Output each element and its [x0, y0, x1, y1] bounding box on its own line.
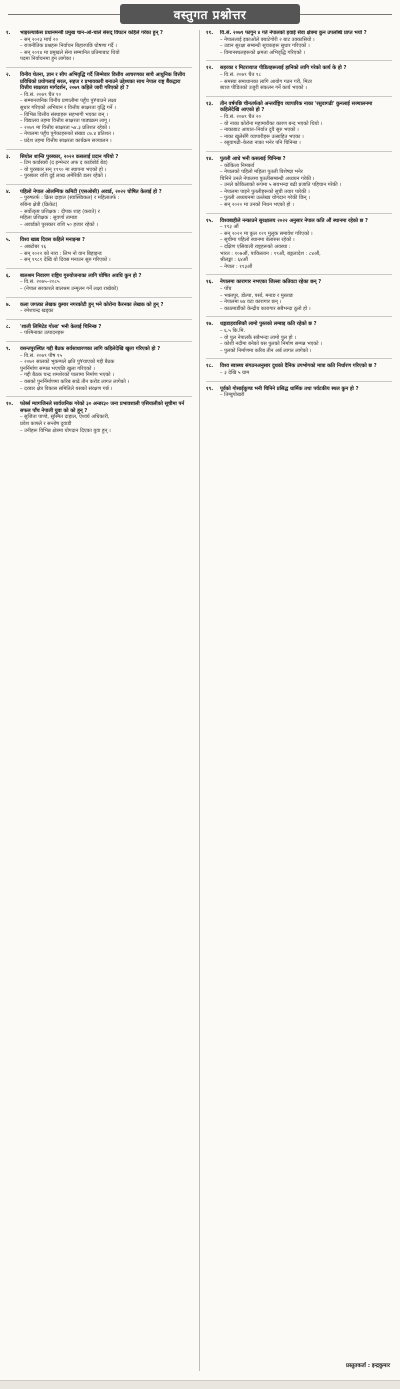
question-text: वसन्तपुरस्थित गद्दी बैठक सर्वसाधारणका लागि कहिलेदेखि खुला गरिएको हो ? [20, 345, 161, 352]
answer-line: सुधार गरिएको अभियान र वित्तीय साक्षरता वृद्धि गर्ने । [20, 104, 116, 111]
answer-line: – सन् २०२२ मा कुल १२१ मुलुक समावेश गरिएको । [220, 230, 313, 237]
question-text: सहरका र मिटरव्याज पीडितहरूलाई हानिको लागि गरेको कार्य के हो ? [220, 65, 347, 72]
answer-line: – सम्मानजनिक विनीय प्रणालीमा पहुँच पु¥याउने लक्ष्य [20, 98, 117, 105]
answer-line: – उनले कोकिलाको रूपमा ५ सयभन्दा बढी प्रजाति पहिचान गरेकी । [220, 182, 342, 189]
item-separator [206, 151, 392, 152]
question [6, 72, 192, 92]
answer [206, 286, 392, 312]
question [206, 279, 392, 286]
answer-line: – उनीहरू विभिन्न क्षेत्रमा योगदान दिएका युवा हुन् । [20, 427, 111, 434]
answer-line: – काठमाडौंको केन्द्रीय कारागार सबैभन्दा ठूलो हो । [220, 305, 311, 312]
answer-line: – ६.५ कि.मि. [220, 327, 246, 334]
question-number: १५. [206, 217, 214, 224]
qa-item [6, 189, 192, 229]
answer [6, 37, 192, 63]
qa-item [6, 72, 192, 145]
question-number: १. [6, 30, 11, 36]
answer-line: – पश्मिनाका उत्पादनहरू [20, 330, 65, 337]
question-text: भाइरल्याकेस प्रधानमन्त्री प्रमुख चान-ओ-चाले संसद् विघटन कहिले गरेका हुन् ? [20, 30, 163, 36]
question-text: विनीय चेतना, ज्ञान र सीप अभिवृद्धि गर्दै जिम्मेवार वित्तीय आचरणका साथै आधुनिक वित्तीय प्रविधिको प्रयोगलाई सरल, सहज र प्रभावकारी बनाउने उद्देश्यका साथ नेपाल राष्ट्र बैंकद्वारा वित्तीय साक्षरता मार्गदर्शन, २०७९ कहिले जारी गरिएको हो ? [20, 71, 186, 92]
answer-line: – सन् २०२३ मार्च २० [20, 36, 59, 43]
question [206, 30, 392, 37]
answer-line: – नेपालमा पहुँच पुगेकाहरूको संख्या ८७.४ प्रतिशत । [20, 131, 115, 138]
answer-line: – वि.सं. २०७९ चैत १० [20, 91, 62, 98]
answer-line: – पुरस्कार राशि दुई लाख अमेरिकी डलर रहेको । [20, 173, 107, 180]
qa-item [206, 30, 392, 56]
question-text: कला जगत्का लेखक कुमार नगरकोटी हुन् भने कोरोना कैरनका लेखक को हुन् ? [20, 301, 164, 308]
credit-line: प्रस्तुतकर्ता : इन्द्रकुमार [346, 1363, 390, 1369]
answer [6, 244, 192, 264]
answer-line: – राजनीतिक प्रश्नहरू निर्वाचन बिहारपछि घोषणा गर्दै । [20, 43, 117, 50]
item-separator [206, 316, 392, 317]
item-separator [6, 149, 192, 150]
qa-item [6, 154, 192, 180]
answer [6, 195, 192, 228]
item-separator [6, 232, 192, 233]
question [6, 346, 192, 353]
answer-line: श्रीलङ्का : ६४औं [220, 257, 248, 264]
answer-line: – २०७९ मा वित्तीय साक्षरता ५४.३ प्रतिशत रहेको । [20, 124, 111, 131]
answer-line: – नेपाल : ११३औं [220, 263, 253, 270]
question-number: ९. [6, 345, 11, 352]
answer [206, 37, 392, 57]
question-text: 'शाली लिमिटेड गोल्ड' भनी केलाई चिनिन्छ ? [20, 323, 102, 330]
qa-item [6, 346, 192, 392]
question-text: विश्व खाद्य दिवस कहिले मनाइन्छ ? [20, 237, 85, 244]
answer-line: – नेपालको पहिलो महिला पुतली विशेषज्ञ भनेर [220, 169, 303, 176]
question-text: धङ्गडाहवासिकौ लामो पुस्तको लम्बाइ कति रहेको छ ? [220, 321, 317, 328]
question [206, 363, 392, 370]
answer [6, 414, 192, 434]
question-number: २. [6, 71, 11, 78]
question-text: बालश्रम निवारण राष्ट्रिय गुरुयोजनाका लागि घोषित अवधि कुन हो ? [20, 272, 142, 279]
question-text: पूर्वको गोसाईकुण्ड भनी चिनिने प्रसिद्ध धार्मिक तथा पर्यटकीय स्थल कुन हो ? [220, 385, 359, 392]
qa-item [6, 302, 192, 315]
item-separator [206, 213, 392, 214]
answer-line: – टिम कार्डस्क्वे (द इन्भेन्टर अफ द कार्डबोर्ड बेड) [20, 160, 108, 167]
answer-line: पुनर्निर्माण सम्पन्न भएपछि खुला गरिएको । [20, 365, 95, 372]
question-number: ४. [6, 188, 11, 195]
question-text: पुतली आधे भनी कसलाई चिनिन्छ ? [220, 155, 286, 162]
item-separator [6, 67, 192, 68]
answer-line: – पाँच [220, 286, 232, 292]
item-separator [6, 319, 192, 320]
answer-line: चिनिने उनले नेपालमा पुतलीसम्बन्धी अध्ययन गरेकी । [220, 175, 315, 182]
answer [6, 279, 192, 292]
question-text: विश्वबाहीले नन्काउने सुरक्षालय २०२२ अनुसार नेपाल कति औं स्थानमा रहेको छ ? [220, 217, 368, 224]
question-number: १६. [206, 279, 214, 286]
item-separator [6, 297, 192, 298]
question-text: पहिलो नेपाल ओलम्पिक कमिटी (एसओसी) अवार्ड, २०२२ घोषित केलाई हो ? [20, 188, 162, 195]
answer-line: – विभिन्न वित्तीय संस्थाहरू सहभागी भएका छन् । [20, 111, 108, 118]
answer [206, 370, 392, 377]
answer-line: – विद्यालय तहमा वित्तीय साक्षरता पाठ्यक्रम लागू । [20, 118, 111, 125]
answer-line: – भक्तपुर, डोल्पा, पर्सा, मनाङ र मुस्ताङ [220, 292, 294, 299]
answer-line: – नेपालमा ७४ वटा कारागार छन् । [220, 299, 282, 306]
answer-line: – रमेशचन्द्र खड्का [20, 308, 54, 315]
qa-item [206, 156, 392, 209]
question-number: ८. [6, 323, 11, 330]
answer-line: – यो पुरस्कार सन् १९९० मा स्थापना भएको हो । [20, 166, 107, 173]
answer-line: – सन् २०२२ को नारा : लिभ नो वान बिहाइन्ड [20, 250, 102, 257]
answer-line: ब्याज पीडितको उजुरी संकलन गर्ने कार्य भएको । [220, 85, 307, 92]
question-number: १७. [206, 321, 214, 328]
answer-line: – सर्वोत्कृष्ट प्रशिक्षक : दीपक शाह (कराते) र [20, 208, 100, 215]
item-separator [206, 60, 392, 61]
answer-line: – तिम्बुपोखरी [220, 392, 245, 399]
question-number: १३. [206, 100, 214, 107]
answer-line: – दरबार क्षेत्र विकास समितिले यसको संरक्षण गर्छ । [20, 385, 113, 392]
question-number: ७. [6, 301, 11, 308]
answer [206, 392, 392, 399]
section-title: वस्तुगत प्रश्नोत्तर [120, 4, 300, 24]
question-text: नेपालमा कारागार नभएका जिल्ला कतिवटा रहेका छन् ? [220, 279, 322, 286]
answer-line: – २०७२ सालको भूकम्पले क्षति पु¥याएको गद्दी बैठक [20, 359, 115, 366]
question-number: १४. [206, 155, 214, 162]
answer-line: – गद्दी बैठक चन्द्र शमशेरको पालामा निर्माण भएको । [20, 372, 115, 379]
answer-line: – कोशी नदीमा बनेको यस पुलको निर्माण सम्पन्न भएको । [220, 341, 323, 348]
answer-line: – सन् २०१४ मा प्रमुखले सेना सम्मानित प्रतिमाबाट थियो [20, 49, 120, 56]
question [206, 321, 392, 328]
question-number: ५. [6, 237, 11, 244]
question [6, 30, 192, 37]
answer [206, 163, 392, 209]
answer-line: – नेपालमा पाइने पुतलीहरूको सूची तयार पारेकी । [220, 188, 310, 195]
answer-line: – पुतली अध्ययनमा उल्लेख्य योगदान गरेकी छिन् । [220, 195, 310, 202]
question-number: १९. [206, 385, 214, 392]
answer-line: – (नेपाल सरकारले बालश्रम उन्मूलन गर्ने लक्ष्य राखेको) [20, 286, 119, 292]
qa-item [6, 30, 192, 63]
answer-line: महिला प्रशिक्षक : सुवर्णा तामाङ [20, 215, 78, 222]
answer-line: – विमानस्थलहरूको क्षमता अभिवृद्धि गरिएको । [220, 49, 306, 56]
answer-line: – वि.सं. २०७९ चैत १८ [220, 71, 262, 78]
item-separator [6, 268, 192, 269]
question-number: १८. [206, 363, 214, 370]
question-number: १२. [206, 65, 214, 72]
answer-line: – वि.सं. २०७९ पौष १५ [20, 352, 63, 359]
item-separator [206, 274, 392, 275]
answer-line: – नाका खुलेसँगै व्यापारीहरू उत्साहित भएका । [220, 133, 304, 140]
answer-line: – अक्टोबर १६ [20, 244, 47, 251]
qa-item [206, 65, 392, 91]
question-text: फोर्ब्स म्यागजिनले सार्वजनिक गरेको ३० अन्डर३० जना प्रभावशाली एसियालीको सूचीमा पर्न सफल पाँच नेपाली युवा को को हुन् ? [20, 401, 185, 414]
answer-line: – कोकिला निमकर्व [220, 162, 255, 169]
answer [6, 308, 192, 315]
answer-line: – यो नाका कोरोना महामारीका कारण बन्द भएको थियो । [220, 120, 323, 127]
answer-line: – सन् १९८१ देखि यो दिवस मनाउन सुरु गरिएको । [20, 257, 111, 264]
question [206, 156, 392, 163]
qa-item [206, 363, 392, 376]
answer-line: भारत : १०७औं, पाकिस्तान : ९९औं, बङ्गलादेश : ८४औं, [220, 250, 321, 257]
question-number: ६. [6, 272, 11, 279]
answer-line: – यसको पुनर्निर्माणमा करिब साढे तीन करोड लागत लागेको । [20, 378, 130, 385]
bottom-rule [0, 1380, 400, 1389]
answer-line: – ३ देखि ५ ग्राम [220, 369, 250, 376]
answer-line: – वि.सं. २०७९ चैत २० [220, 113, 262, 120]
qa-item [206, 218, 392, 271]
qa-item [206, 279, 392, 312]
answer-line: – नाकाबाट आयात–निर्यात दुवै सुरु भएको । [220, 127, 299, 134]
answer-line: – सन् २०२० मा उनको निधन भएको हो । [220, 202, 294, 209]
question [206, 101, 392, 114]
item-separator [206, 358, 392, 359]
question [6, 401, 192, 414]
question-text: विश्व स्वास्थ्य संगठनअनुसार दुधको दैनिक उपभोगको मात्रा कति निर्धारण गरिएको छ ? [220, 363, 377, 370]
answer-line: – पुरुषतर्फ : क्रिस दाहाल (स्वास्थ्यिकल) र महिलातर्फ : [20, 195, 120, 202]
answer-line: – नेपाललाई इकाओले क्याटेगोरी २ बाट उक्कासियो । [220, 36, 315, 43]
answer-line: – सुजिता पाण्डे, सुस्मित दाहाल, ऐश्वर्य अधिकारी, [20, 414, 110, 421]
answer-line: – प्रदेश तहमा वित्तीय साक्षरता कार्यक्रम सञ्चालन । [20, 137, 112, 144]
item-separator [6, 396, 192, 397]
answer-line: – वि.सं. २०७५–२०८५ [20, 279, 60, 286]
answer-line: – समस्या समाधानका लागि आयोग गठन गरी, मिटर [220, 78, 313, 85]
answer-line: – यो पुल नेपालकै सबैभन्दा लामो पुल हो । [220, 334, 297, 341]
answer [206, 328, 392, 354]
answer-line: – पुलको निर्माणमा करिब तीन अर्ब लागत लागेको । [220, 347, 312, 354]
qa-item [206, 386, 392, 399]
answer-line: – उडान सुरक्षा सम्बन्धी सूचकहरू सुधार गरिएको । [220, 43, 310, 50]
answer-line: – अवार्डको पुरस्कार राशि ५० हजार रहेको । [20, 221, 99, 228]
question-number: १०. [6, 401, 14, 408]
answer [6, 160, 192, 180]
answer [206, 224, 392, 270]
qa-item [6, 324, 192, 337]
question-number: ११. [206, 30, 214, 36]
qa-item [6, 237, 192, 263]
answer-line: – रसुवागढी–केरुङ नाका भनेर पनि चिनिन्छ । [220, 140, 301, 147]
question-text: तीन वर्षपछि चीनतर्फको अन्तर्राष्ट्रिय व्यापारिक नाका 'रसुवागढी' कुनलाई सञ्चालनमा कहिलेदेखि आएको हो ? [220, 100, 373, 114]
qa-item [6, 401, 192, 434]
answer-line: रुबिना क्षेत्री (क्रिकेट) [20, 202, 58, 209]
question-number: ३. [6, 153, 11, 160]
question-text: वि.सं. २०७९ फागुन ४ गते नेपालको हवाई सेवा क्षेत्रमा कुन उपलब्धि प्राप्त भयो ? [220, 30, 367, 36]
answer [6, 92, 192, 145]
qa-item [206, 101, 392, 147]
answer-line: – सूचीमा पहिलो स्थानमा बेलारुस रहेको । [220, 237, 295, 244]
item-separator [206, 96, 392, 97]
answer-line: पदमा निर्वाचनमा हुन लागेका । [20, 56, 75, 63]
right-column [206, 30, 392, 1371]
item-separator [206, 381, 392, 382]
answer [206, 72, 392, 92]
left-column [6, 30, 192, 1371]
answer-line: प्रवेश काफ्ले र सन्तोष दुवाडी [20, 420, 72, 427]
qa-item [206, 321, 392, 354]
item-separator [6, 341, 192, 342]
question [206, 65, 392, 72]
answer-line: – ११३ औं [220, 224, 239, 231]
question-text: सियोल शान्ति पुरस्कार, २०२२ कसलाई प्रदान गरियो ? [20, 153, 119, 160]
answer [206, 114, 392, 147]
column-divider [199, 30, 200, 1371]
answer [6, 330, 192, 337]
answer [6, 353, 192, 393]
qa-item [6, 273, 192, 293]
answer-line: – दक्षिण एसियाली राष्ट्रहरूको अवस्था : [220, 244, 291, 251]
item-separator [6, 184, 192, 185]
